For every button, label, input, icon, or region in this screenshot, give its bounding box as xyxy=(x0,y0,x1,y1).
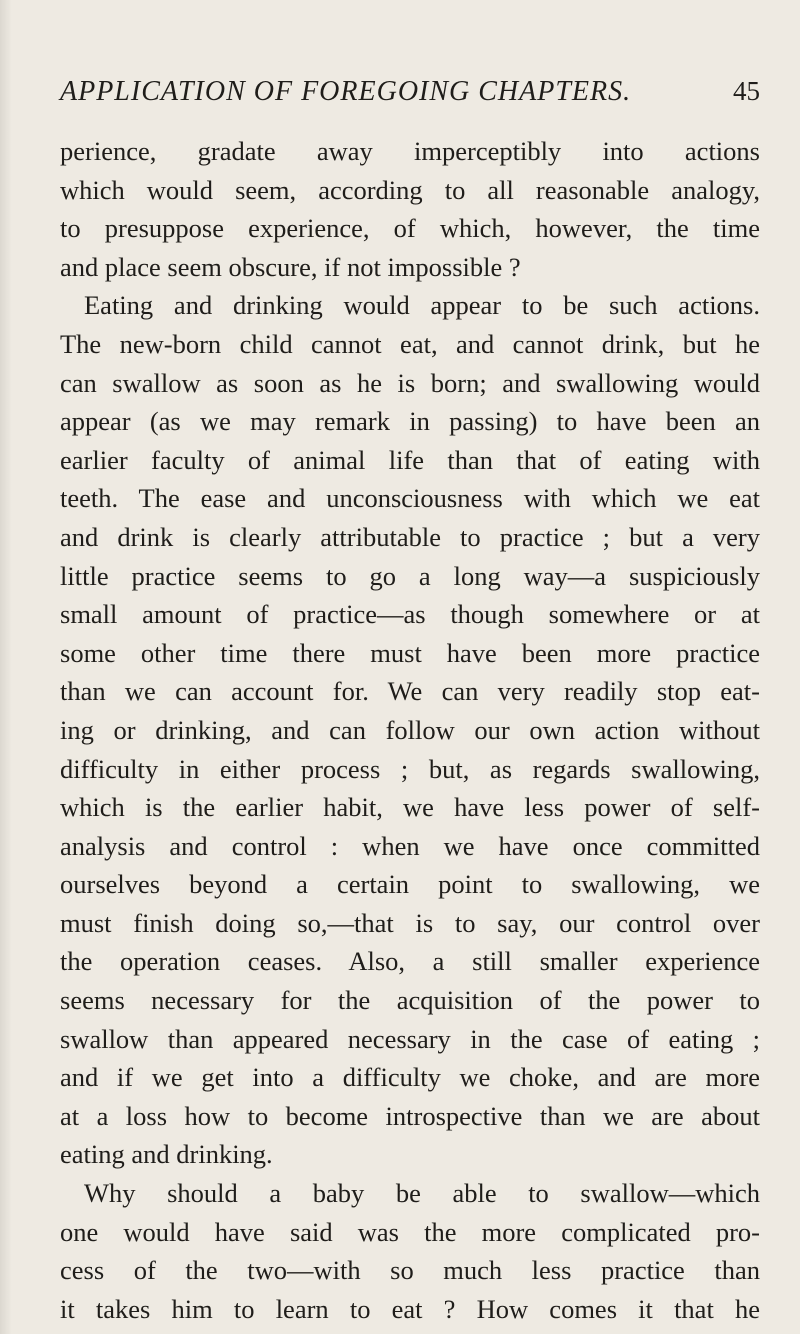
text-line: can swallow as soon as he is born; and swallowing would xyxy=(60,367,760,398)
running-head: APPLICATION OF FOREGOING CHAPTERS. xyxy=(60,76,632,107)
text-line: it takes him to learn to eat ? How comes it that he xyxy=(60,1293,760,1324)
body-text xyxy=(60,132,760,1328)
text-line: Eating and drinking would appear to be such actions. xyxy=(84,290,760,321)
page-header xyxy=(60,76,760,110)
text-line: teeth. The ease and unconsciousness with which we eat xyxy=(60,483,760,514)
text-line: and place seem obscure, if not impossible ? xyxy=(60,251,521,282)
text-line: The new-born child cannot eat, and cannot drink, but he xyxy=(60,328,760,359)
text-line: at a loss how to become introspective than we are about xyxy=(60,1100,760,1131)
text-line: to presuppose experience, of which, however, the time xyxy=(60,213,760,244)
text-line: perience, gradate away imperceptibly into actions xyxy=(60,136,760,166)
text-line: the operation ceases. Also, a still smaller experience xyxy=(60,946,760,977)
page-gutter-shadow xyxy=(0,0,12,1334)
text-line: than we can account for. We can very readily stop eat- xyxy=(60,676,760,707)
text-line: swallow than appeared necessary in the case of eating ; xyxy=(60,1023,760,1054)
text-line: little practice seems to go a long way—a suspiciously xyxy=(60,560,760,591)
text-line: cess of the two—with so much less practice than xyxy=(60,1255,760,1286)
text-line: which is the earlier habit, we have less power of self- xyxy=(60,792,760,823)
text-line: ing or drinking, and can follow our own action without xyxy=(60,714,760,745)
text-line: must finish doing so,—that is to say, our control over xyxy=(60,907,760,938)
text-line: seems necessary for the acquisition of the power to xyxy=(60,985,760,1016)
text-line: small amount of practice—as though somewhere or at xyxy=(60,599,760,630)
text-line: analysis and control : when we have once committed xyxy=(60,830,760,861)
text-line: and drink is clearly attributable to practice ; but a very xyxy=(60,521,760,552)
text-line: difficulty in either process ; but, as regards swallowing, xyxy=(60,753,760,784)
text-line: Why should a baby be able to swallow—which xyxy=(84,1178,760,1209)
text-line: and if we get into a difficulty we choke, and are more xyxy=(60,1062,760,1093)
text-line: some other time there must have been more practice xyxy=(60,637,760,668)
text-line: earlier faculty of animal life than that of eating with xyxy=(60,444,760,475)
text-line: ourselves beyond a certain point to swallowing, we xyxy=(60,869,760,900)
text-line: one would have said was the more complicated pro- xyxy=(60,1216,760,1247)
text-line: appear (as we may remark in passing) to have been an xyxy=(60,406,760,437)
text-line: eating and drinking. xyxy=(60,1139,273,1170)
page-number: 45 xyxy=(733,76,760,106)
text-line: which would seem, according to all reasonable analogy, xyxy=(60,174,760,205)
